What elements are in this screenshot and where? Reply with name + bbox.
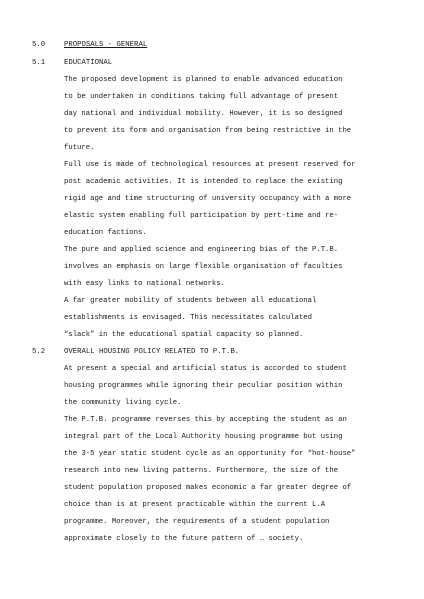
section-5-2-line: integral part of the Local Authority housing programme but using	[64, 433, 343, 441]
section-5-0-number: 5.0	[32, 41, 46, 49]
section-5-1-line: post academic activities. It is intended to replace the existing	[64, 178, 343, 186]
section-5-2-line: research into new living patterns. Furthermore, the size of the	[64, 467, 339, 475]
section-5-2-line: student population proposed makes economic a far greater degree of	[64, 484, 352, 492]
section-5-0-title: PROPOSALS - GENERAL	[64, 41, 148, 49]
section-5-2-line: housing programmes while ignoring their peculiar position within	[64, 382, 343, 390]
section-5-1-line: establishments is envisaged. This necessitates calculated	[64, 314, 312, 322]
section-5-1-line: future.	[64, 144, 95, 152]
section-5-2-line: the 3-5 year static student cycle as an opportunity for “hot-house”	[64, 450, 356, 458]
section-5-2-number: 5.2	[32, 348, 46, 356]
section-5-2-line: programme. Moreover, the requirements of a student population	[64, 518, 330, 526]
section-5-1-line: with easy links to national networks.	[64, 280, 225, 288]
section-5-1-line: “slack” in the educational spatial capacity so planned.	[64, 331, 304, 339]
section-5-1-line: A far greater mobility of students between all educational	[64, 297, 317, 305]
section-5-1-line: education factions.	[64, 229, 147, 237]
section-5-1-line: to prevent its form and organisation from being restrictive in the	[64, 127, 352, 135]
section-5-2-title: OVERALL HOUSING POLICY RELATED TO P.T.B.	[64, 348, 240, 356]
section-5-1-line: The proposed development is planned to enable advanced education	[64, 76, 343, 84]
section-5-1-line: involves an emphasis on large flexible organisation of faculties	[64, 263, 343, 271]
section-5-2-line: choice than is at present practicable within the current L.A	[64, 501, 326, 509]
section-5-2-line: approximate closely to the future pattern of … society.	[64, 535, 304, 543]
section-5-1-line: Full use is made of technological resources at present reserved for	[64, 161, 356, 169]
section-5-1-line: day national and individual mobility. However, it is so designed	[64, 110, 343, 118]
section-5-2-line: The P.T.B. programme reverses this by accepting the student as an	[64, 416, 347, 424]
section-5-1-line: to be undertaken in conditions taking full advantage of present	[64, 93, 339, 101]
section-5-2-line: At present a special and artificial status is accorded to student	[64, 365, 347, 373]
section-5-1-line: rigid age and time structuring of university occupancy with a more	[64, 195, 352, 203]
section-5-1-number: 5.1	[32, 59, 46, 67]
section-5-1-title: EDUCATIONAL	[64, 59, 113, 67]
section-5-1-line: The pure and applied science and engineering bias of the P.T.B.	[64, 246, 339, 254]
section-5-1-line: elastic system enabling full participation by pert-time and re-	[64, 212, 339, 220]
section-5-2-line: the community living cycle.	[64, 399, 182, 407]
